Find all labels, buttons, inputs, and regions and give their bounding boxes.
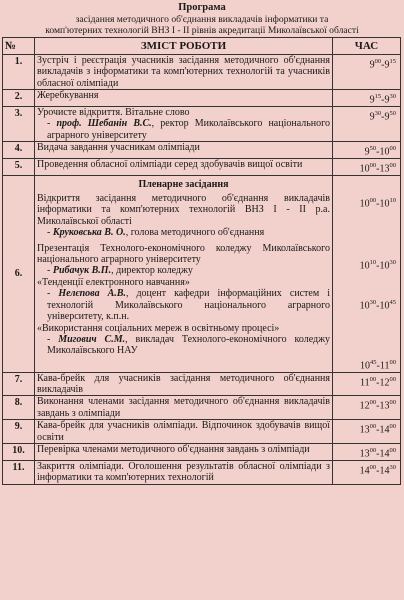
row-content: Проведення обласної олімпіади серед здобувачів вищої освіти (35, 158, 333, 175)
row-time: $14^{00}-14^{30}$ (333, 460, 401, 484)
plenary-item-text: Презентація Технолого-економічного коледжу Миколаївського національного аграрного університету (37, 242, 330, 266)
speaker-role: , ректор Миколаївського національного аграрного університету (47, 118, 330, 141)
row-content: Видача завдання учасникам олімпіади (35, 142, 333, 159)
column-header-number: № (3, 38, 35, 55)
time-slot: $10^{30}-10^{45}$ (359, 299, 396, 312)
row-number: 2. (3, 90, 35, 107)
row-content: Закриття олімпіади. Оголошення результатів обласної олімпіади з інформатики та комп'ютерних технологій (35, 460, 333, 484)
row-time: $9^{15}-9^{30}$ (333, 90, 401, 107)
row-content (35, 175, 333, 372)
table-row (3, 158, 401, 175)
speaker-line: - Рибачук В.П., директор коледжу (47, 265, 193, 277)
row-content: Перевірка членами методичного об'єднання завдань з олімпіади (35, 444, 333, 461)
row-number: 5. (3, 158, 35, 175)
speaker-name: проф. Шебанін В.С. (56, 118, 152, 130)
table-row (3, 420, 401, 444)
row-number: 1. (3, 55, 35, 90)
column-header-content: ЗМІСТ РОБОТИ (35, 38, 333, 55)
column-header-time: ЧАС (333, 38, 401, 55)
program-table (2, 37, 401, 485)
speaker-line: - проф. Шебанін В.С., ректор Миколаївського національного аграрного університету (47, 118, 330, 141)
speaker-line: - Мигович С.М., викладач Технолого-економічного коледжу Миколаївського НАУ (47, 333, 330, 357)
row-number: 4. (3, 142, 35, 159)
row-content: Кава-брейк для учасників засідання методичного об'єднання викладачів (35, 372, 333, 396)
row-content (35, 106, 333, 141)
speaker-name: Нелєпова А.В. (58, 288, 126, 300)
speaker-name: Круковська В. О. (52, 227, 126, 239)
speaker-role: , голова методичного об'єднання (125, 227, 265, 239)
table-row (3, 90, 401, 107)
row-content: Зустріч і реєстрація учасників засідання методичного об'єднання викладачів з інформатики та комп'ютерних технологій та учасників обласної олімпіади (35, 55, 333, 90)
table-row (3, 142, 401, 159)
time-slot: $10^{00}-10^{10}$ (359, 196, 396, 209)
table-row (3, 372, 401, 396)
row-time: $11^{00}-12^{00}$ (333, 372, 401, 396)
row-time: $9^{30}-9^{50}$ (333, 106, 401, 141)
document-header (0, 0, 404, 36)
table-row-plenary (3, 175, 401, 372)
row-number: 3. (3, 106, 35, 141)
section-title: Пленарне засідання (138, 178, 229, 190)
row-content: Жеребкування (35, 90, 333, 107)
row-number: 6. (3, 175, 35, 372)
row-time: $9^{00}-9^{15}$ (333, 55, 401, 90)
table-row (3, 106, 401, 141)
row-content-text: Урочисте відкриття. Вітальне слово (37, 106, 190, 118)
row-time: $9^{50}-10^{00}$ (333, 142, 401, 159)
document-subtitle-line2: комп'ютерних технологій ВНЗ I - II рівнів акредитації Миколаївської області (45, 25, 359, 36)
speaker-name: Рибачук В.П. (52, 265, 112, 277)
plenary-item-text: Відкриття засідання методичного об'єднання викладачів інформатики та комп'ютерних технологій ВНЗ I - II р.а. Миколаївської області (37, 193, 330, 227)
row-number: 8. (3, 396, 35, 420)
table-header-row (3, 38, 401, 55)
row-time: $12^{00}-13^{00}$ (333, 396, 401, 420)
row-number: 9. (3, 420, 35, 444)
speaker-line: - Нелєпова А.В., доцент кафедри інформаційних систем і технологій Миколаївського національного аграрного університету, к.п.н. (47, 288, 330, 323)
speaker-role: , доцент кафедри інформаційних систем і технологій Миколаївського національного аграрного університету, к.п.н. (47, 288, 330, 323)
row-content: Кава-брейк для учасників олімпіади. Відпочинок здобувачів вищої освіти (35, 420, 333, 444)
row-time: $13^{00}-14^{00}$ (333, 420, 401, 444)
document-subtitle-line1: засідання методичного об'єднання викладачів інформатики та (75, 14, 329, 25)
row-time (333, 175, 401, 372)
plenary-item-text: «Тенденції електронного навчання» (37, 276, 190, 288)
row-number: 11. (3, 460, 35, 484)
table-row (3, 55, 401, 90)
row-number: 7. (3, 372, 35, 396)
row-content: Виконання членами засідання методичного об'єднання викладачів завдань з олімпіади (35, 396, 333, 420)
speaker-role: , викладач Технолого-економічного коледжу Миколаївського НАУ (47, 333, 330, 357)
row-number: 10. (3, 444, 35, 461)
table-row (3, 460, 401, 484)
speaker-role: , директор коледжу (111, 265, 193, 277)
speaker-name: Мигович С.М. (58, 333, 126, 345)
row-time: $13^{00}-14^{00}$ (333, 444, 401, 461)
time-slot: $10^{10}-10^{30}$ (359, 259, 396, 272)
plenary-item-text: «Використання соціальних мереж в освітньому процесі» (37, 322, 280, 334)
table-row (3, 444, 401, 461)
time-slot: $10^{45}-11^{00}$ (360, 358, 396, 372)
row-time: $10^{00}-13^{00}$ (333, 158, 401, 175)
speaker-line: - Круковська В. О., голова методичного об'єднання (47, 227, 265, 239)
table-row (3, 396, 401, 420)
document-title: Програма (178, 2, 226, 13)
